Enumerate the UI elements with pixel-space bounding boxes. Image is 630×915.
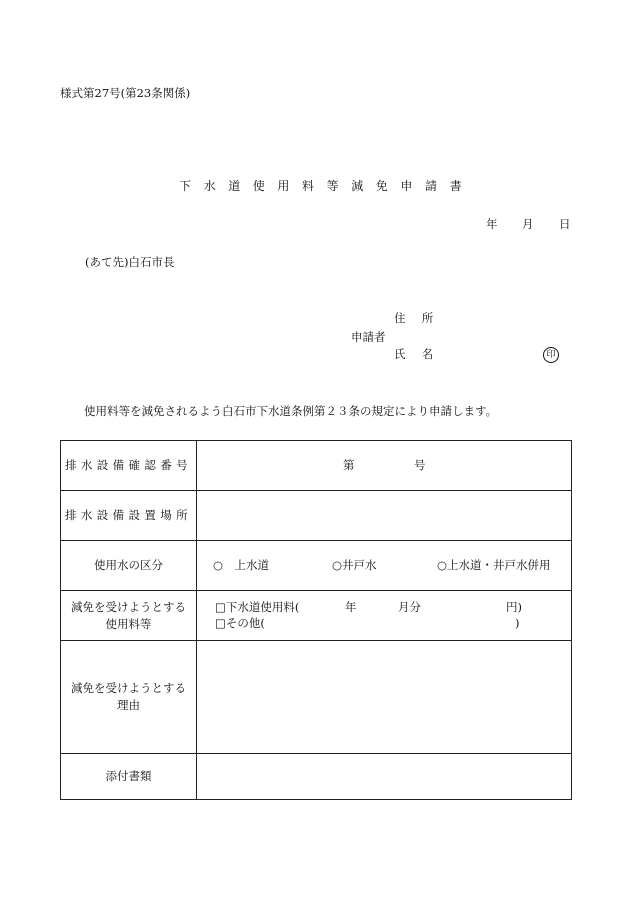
reason-label-line2: 理由 — [117, 698, 140, 712]
application-statement: 使用料等を減免されるよう白石市下水道条例第２３条の規定により申請します。 — [84, 404, 498, 418]
sewer-fee-month-label: 月分 — [398, 600, 421, 614]
fee-type-label — [61, 591, 197, 641]
water-type-field — [197, 541, 572, 591]
water-type-option-both[interactable]: ○上水道・井戸水併用 — [437, 558, 551, 572]
water-type-label: 使用水の区分 — [61, 541, 197, 591]
application-table — [60, 440, 572, 800]
date-day-label: 日 — [559, 217, 571, 231]
reason-label — [61, 641, 197, 754]
address-label: 住 所 — [394, 311, 440, 325]
page-title: 下水道使用料等減免申請書 — [179, 179, 475, 193]
applicant-label: 申請者 — [351, 330, 386, 344]
form-number: 様式第27号(第23条関係) — [60, 86, 191, 100]
installation-place-label: 排水設備設置場所 — [61, 491, 197, 541]
confirmation-number-field[interactable] — [197, 441, 572, 491]
date-year-label: 年 — [486, 217, 498, 231]
attachments-field[interactable] — [197, 754, 572, 800]
water-type-option-tap[interactable]: ○ 上水道 — [213, 558, 270, 572]
sewer-fee-checkbox[interactable]: □下水道使用料( — [215, 600, 300, 614]
other-fee-close: ) — [515, 616, 520, 630]
row-attachments — [61, 754, 572, 800]
fee-type-label-line2: 使用料等 — [105, 616, 152, 631]
date-month-label: 月 — [522, 217, 534, 231]
attachments-label: 添付書類 — [61, 754, 197, 800]
row-water-type — [61, 541, 572, 591]
confirmation-number-suffix: 号 — [414, 458, 426, 472]
installation-place-field[interactable] — [197, 491, 572, 541]
confirmation-number-label: 排水設備確認番号 — [61, 441, 197, 491]
seal-mark-text: 印 — [543, 347, 559, 363]
sewer-fee-year-label: 年 — [345, 600, 357, 614]
confirmation-number-prefix: 第 — [343, 458, 355, 472]
reason-label-line1: 減免を受けようとする — [71, 681, 186, 696]
fee-type-field — [197, 591, 572, 641]
reason-field[interactable] — [197, 641, 572, 754]
row-fee-type — [61, 591, 572, 641]
row-confirmation-number — [61, 441, 572, 491]
addressee: (あて先)白石市長 — [85, 255, 175, 269]
other-fee-checkbox[interactable]: □その他( — [215, 616, 265, 630]
fee-type-label-line1: 減免を受けようとする — [71, 599, 186, 614]
row-reason — [61, 641, 572, 754]
seal-mark — [543, 347, 559, 363]
sewer-fee-yen-label: 円) — [506, 600, 522, 614]
name-label: 氏 名 — [394, 347, 440, 361]
row-installation-place — [61, 491, 572, 541]
water-type-option-well[interactable]: ○井戸水 — [332, 558, 377, 572]
